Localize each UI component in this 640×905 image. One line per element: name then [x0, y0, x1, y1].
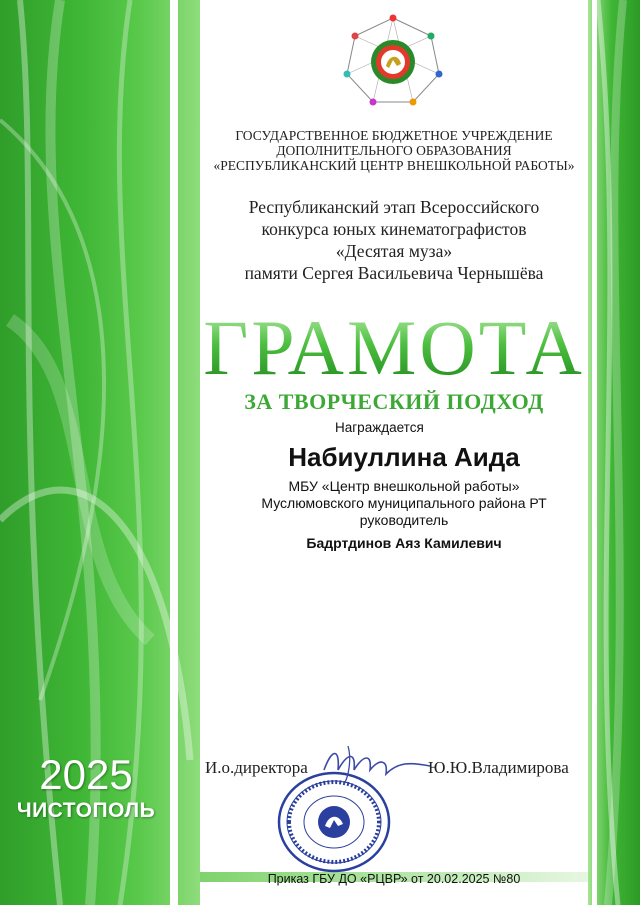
- signatory-position: И.о.директора: [205, 758, 308, 777]
- supervisor-label: руководитель: [359, 512, 449, 528]
- organization-line-3: «РЕСПУБЛИКАНСКИЙ ЦЕНТР ВНЕШКОЛЬНОЙ РАБОТЫ»: [213, 158, 575, 173]
- certificate-title: ГРАМОТА: [200, 308, 588, 388]
- recipient-details: [210, 478, 598, 529]
- organization-line-2: ДОПОЛНИТЕЛЬНОГО ОБРАЗОВАНИЯ: [276, 143, 512, 158]
- contest-line-3: «Десятая муза»: [335, 241, 453, 261]
- recipient-name: Набиуллина Аида: [288, 442, 520, 472]
- certificate-subtitle: ЗА ТВОРЧЕСКИЙ ПОДХОД: [244, 389, 544, 414]
- contest-description: [200, 196, 588, 284]
- contest-line-1: Республиканский этап Всероссийского: [248, 197, 540, 217]
- recipient-org-line-1: МБУ «Центр внешкольной работы»: [288, 478, 520, 494]
- recipient-org-line-2: Муслюмовского муниципального района РТ: [261, 495, 547, 511]
- signatory-name: Ю.Ю.Владимирова: [428, 758, 569, 777]
- organization-line-1: ГОСУДАРСТВЕННОЕ БЮДЖЕТНОЕ УЧРЕЖДЕНИЕ: [235, 128, 553, 143]
- contest-line-4: памяти Сергея Васильевича Чернышёва: [244, 263, 544, 283]
- contest-line-2: конкурса юных кинематографистов: [261, 219, 527, 239]
- awarded-label: Награждается: [335, 420, 424, 435]
- handwritten-signature-icon: [318, 740, 436, 788]
- supervisor-name: Бадртдинов Аяз Камилевич: [306, 535, 502, 551]
- year-label: 2025: [39, 751, 133, 798]
- tatarstan-emblem-icon: [341, 14, 445, 106]
- city-label: ЧИСТОПОЛЬ: [16, 799, 156, 822]
- order-reference: Приказ ГБУ ДО «РЦВР» от 20.02.2025 №80: [267, 872, 521, 886]
- organization-header: [200, 128, 588, 173]
